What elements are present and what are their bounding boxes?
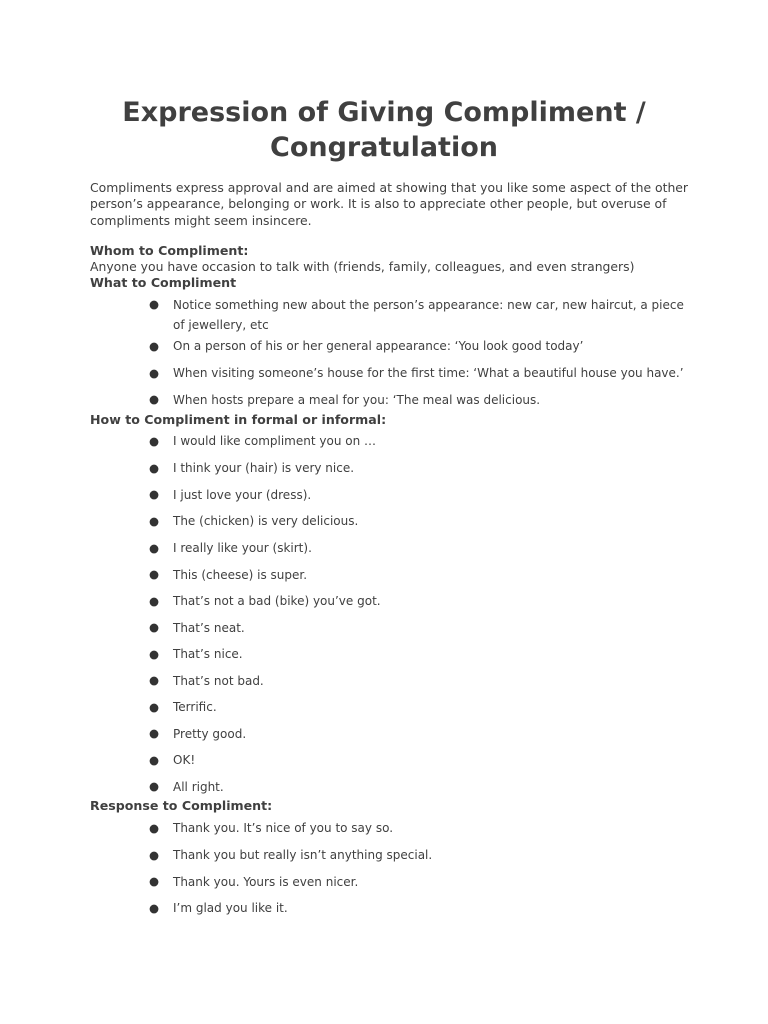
bullet-icon: ● <box>149 541 160 555</box>
what-item: When hosts prepare a meal for you: ‘The meal was delicious. <box>173 393 541 407</box>
bullet-icon: ● <box>149 339 160 353</box>
document-title-line-2: Congratulation <box>270 132 498 163</box>
bullet-icon: ● <box>149 366 160 380</box>
how-item: I would like compliment you on … <box>173 434 377 448</box>
what-item: On a person of his or her general appearance: ‘You look good today’ <box>173 339 584 353</box>
bullet-icon: ● <box>149 392 160 406</box>
how-item: Terrific. <box>173 700 217 714</box>
bullet-icon: ● <box>149 753 160 767</box>
how-item: I think your (hair) is very nice. <box>173 461 355 475</box>
bullet-icon: ● <box>149 700 160 714</box>
whom-text: Anyone you have occasion to talk with (friends, family, colleagues, and even strangers) <box>90 259 635 274</box>
how-item: I really like your (skirt). <box>173 541 312 555</box>
bullet-icon: ● <box>149 461 160 475</box>
bullet-icon: ● <box>149 487 160 501</box>
how-item: That’s neat. <box>173 621 245 635</box>
how-heading: How to Compliment in formal or informal: <box>90 412 387 427</box>
how-item: Pretty good. <box>173 727 247 741</box>
bullet-icon: ● <box>149 673 160 687</box>
how-item: I just love your (dress). <box>173 488 312 502</box>
bullet-icon: ● <box>149 620 160 634</box>
bullet-icon: ● <box>149 821 160 835</box>
bullet-icon: ● <box>149 848 160 862</box>
how-item: That’s not a bad (bike) you’ve got. <box>173 594 381 608</box>
what-item: When visiting someone’s house for the first time: ‘What a beautiful house you have.’ <box>173 366 684 380</box>
response-item: Thank you but really isn’t anything special. <box>173 848 433 862</box>
bullet-icon: ● <box>149 779 160 793</box>
bullet-icon: ● <box>149 297 160 311</box>
bullet-icon: ● <box>149 594 160 608</box>
how-item: All right. <box>173 780 224 794</box>
bullet-icon: ● <box>149 434 160 448</box>
response-item: Thank you. Yours is even nicer. <box>173 875 359 889</box>
bullet-icon: ● <box>149 874 160 888</box>
bullet-icon: ● <box>149 567 160 581</box>
intro-paragraph: Compliments express approval and are aimed at showing that you like some aspect of the other person’s appearance, belonging or work. It is also to appreciate other people, but overuse of compliments might seem insincere. <box>90 180 689 228</box>
response-item: I’m glad you like it. <box>173 901 288 915</box>
bullet-icon: ● <box>149 901 160 915</box>
response-item: Thank you. It’s nice of you to say so. <box>173 821 394 835</box>
how-item: This (cheese) is super. <box>173 568 308 582</box>
how-item: OK! <box>173 753 196 767</box>
response-heading: Response to Compliment: <box>90 798 273 813</box>
how-item: That’s not bad. <box>173 674 264 688</box>
how-item: That’s nice. <box>173 647 243 661</box>
bullet-icon: ● <box>149 726 160 740</box>
bullet-icon: ● <box>149 514 160 528</box>
how-item: The (chicken) is very delicious. <box>173 514 359 528</box>
whom-heading: Whom to Compliment: <box>90 243 249 258</box>
document-title-line-1: Expression of Giving Compliment / <box>122 97 646 128</box>
what-item: Notice something new about the person’s appearance: new car, new haircut, a piece of jewellery, etc <box>173 298 684 332</box>
bullet-icon: ● <box>149 647 160 661</box>
what-heading: What to Compliment <box>90 275 237 290</box>
